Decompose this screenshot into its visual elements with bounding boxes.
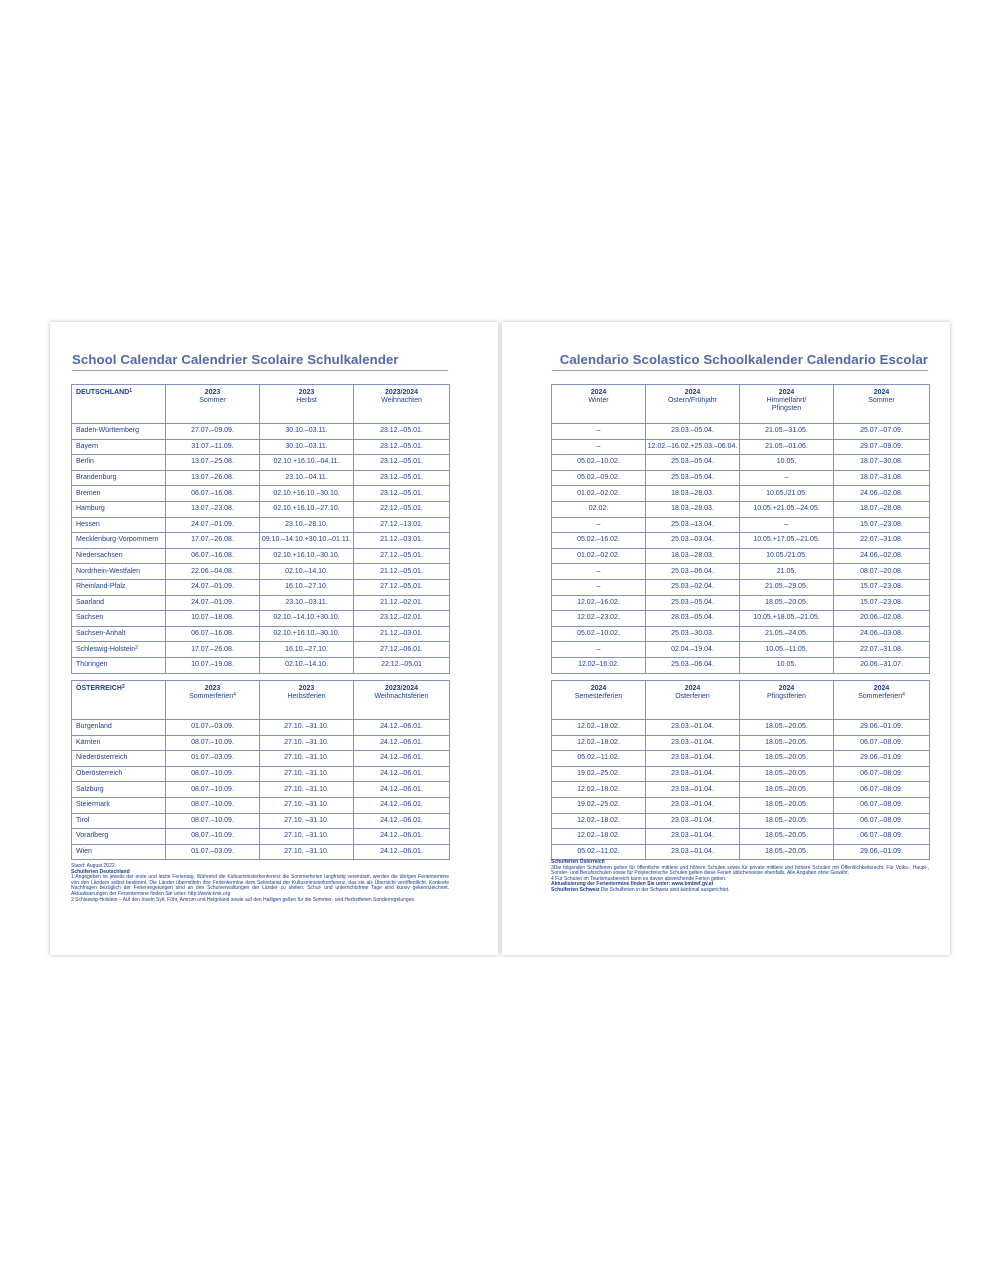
date-cell: 05.02.–11.02. — [552, 844, 646, 860]
table-row — [552, 595, 930, 611]
date-cell: 18.05.–20.05. — [740, 844, 834, 860]
title-rule — [552, 370, 928, 371]
row-label: Burgenland — [72, 720, 166, 736]
date-cell: 18.07.–28.08. — [834, 501, 930, 517]
table-row — [552, 611, 930, 627]
date-cell: 23.10.–28.10. — [260, 517, 354, 533]
row-label: Brandenburg — [72, 470, 166, 486]
date-cell: 10.07.–18.08. — [166, 611, 260, 627]
table-row — [552, 501, 930, 517]
date-cell: – — [552, 579, 646, 595]
table-row — [552, 517, 930, 533]
date-cell: 23.03.–05.04. — [646, 424, 740, 440]
date-cell: 24.07.–01.09. — [166, 517, 260, 533]
date-cell: 12.02.–18.02. — [552, 720, 646, 736]
date-cell: 24.12.–06.01. — [354, 813, 450, 829]
row-label: Wien — [72, 844, 166, 860]
date-cell: 18.03.–28.03. — [646, 486, 740, 502]
date-cell: 24.07.–01.09. — [166, 579, 260, 595]
date-cell: 29.06.–01.09. — [834, 844, 930, 860]
column-header: 2024 Himmelfahrt/ Pfingsten — [740, 385, 834, 424]
table-row — [552, 657, 930, 673]
germany-header: DEUTSCHLAND$^1$ — [72, 385, 166, 424]
date-cell: 25.03.–13.04. — [646, 517, 740, 533]
date-cell: 06.07.–08.09. — [834, 735, 930, 751]
date-cell: 10.05. — [740, 455, 834, 471]
date-cell: 25.03.–06.04. — [646, 657, 740, 673]
date-cell: 27.10. –31.10. — [260, 813, 354, 829]
table-row — [72, 424, 450, 440]
date-cell: 21.12.–03.01. — [354, 626, 450, 642]
austria-table — [71, 680, 450, 860]
date-cell: 23.12.–05.01. — [354, 439, 450, 455]
date-cell: 21.12.–05.01. — [354, 564, 450, 580]
date-cell: 12.02.–16.02. — [552, 595, 646, 611]
date-cell: 19.02.–25.02. — [552, 797, 646, 813]
date-cell: 29.06.–01.09. — [834, 751, 930, 767]
date-cell: 24.12.–06.01. — [354, 751, 450, 767]
date-cell: 27.12.–05.01. — [354, 548, 450, 564]
table-row — [72, 642, 450, 658]
table-row — [552, 720, 930, 736]
row-label: Niederösterreich — [72, 751, 166, 767]
table-row — [72, 751, 450, 767]
date-cell: 23.10.–04.11. — [260, 470, 354, 486]
date-cell: 05.02.–16.02. — [552, 533, 646, 549]
date-cell: 10.07.–19.08. — [166, 657, 260, 673]
date-cell: 30.10.–03.11. — [260, 424, 354, 440]
date-cell: 12.02.–23.02. — [552, 611, 646, 627]
column-header: 2024 Winter — [552, 385, 646, 424]
date-cell: 24.12.–06.01. — [354, 844, 450, 860]
date-cell: 08.07.–10.09. — [166, 829, 260, 845]
table-row — [552, 642, 930, 658]
date-cell: 10.05./21.05. — [740, 486, 834, 502]
date-cell: 12.02–16.02. — [552, 657, 646, 673]
table-row — [72, 611, 450, 627]
date-cell: 30.10.–03.11. — [260, 439, 354, 455]
date-cell: – — [740, 517, 834, 533]
date-cell: 09.10.–14.10.+30.10.–01.11. — [260, 533, 354, 549]
date-cell: 23.03.–01.04. — [646, 751, 740, 767]
row-label: Salzburg — [72, 782, 166, 798]
date-cell: 24.12.–06.01. — [354, 766, 450, 782]
date-cell: 02.10.+16.10.–30.10. — [260, 486, 354, 502]
date-cell: 22.07.–31.08. — [834, 533, 930, 549]
date-cell: 27.12.–13.01. — [354, 517, 450, 533]
date-cell: 13.07.–26.08. — [166, 470, 260, 486]
table-row — [552, 579, 930, 595]
date-cell: 24.12.–06.01. — [354, 735, 450, 751]
date-cell: 08.07.–10.09. — [166, 813, 260, 829]
table-row — [552, 486, 930, 502]
date-cell: 23.12.–05.01. — [354, 424, 450, 440]
right-page — [502, 322, 950, 955]
date-cell: 27.10. –31.10. — [260, 782, 354, 798]
date-cell: 15.07.–23.08. — [834, 579, 930, 595]
date-cell: 06.07.–08.09. — [834, 782, 930, 798]
column-header: 2023 Sommer — [166, 385, 260, 424]
column-header: 2023 Herbstferien — [260, 681, 354, 720]
table-row — [72, 626, 450, 642]
date-cell: 10.05./21.05. — [740, 548, 834, 564]
date-cell: 15.07.–23.08. — [834, 595, 930, 611]
table-row — [72, 797, 450, 813]
date-cell: 27.12.–06.01. — [354, 642, 450, 658]
date-cell: 06.07.–08.09. — [834, 829, 930, 845]
date-cell: 18.05.–20.05. — [740, 735, 834, 751]
date-cell: 23.03.–01.04. — [646, 844, 740, 860]
date-cell: 05.02.–09.02. — [552, 470, 646, 486]
date-cell: 23.12.–05.01. — [354, 470, 450, 486]
date-cell: 27.10. –31.10. — [260, 797, 354, 813]
row-label: Schleswig-Holstein$^2$ — [72, 642, 166, 658]
table-row — [72, 782, 450, 798]
row-label: Baden-Württemberg — [72, 424, 166, 440]
table-row — [552, 626, 930, 642]
date-cell: 05.02.–10.02. — [552, 455, 646, 471]
column-header: 2024 Osterferien — [646, 681, 740, 720]
date-cell: 31.07.–11.09. — [166, 439, 260, 455]
date-cell: 29.07.–09.09. — [834, 439, 930, 455]
date-cell: 21.05.–29.05. — [740, 579, 834, 595]
date-cell: 08.07.–10.09. — [166, 766, 260, 782]
date-cell: 18.05.–20.05. — [740, 720, 834, 736]
date-cell: 24.12.–06.01. — [354, 797, 450, 813]
table-row — [72, 657, 450, 673]
date-cell: 18.05.–20.05. — [740, 829, 834, 845]
table-row — [72, 501, 450, 517]
date-cell: 06.07.–08.09. — [834, 813, 930, 829]
date-cell: 25.03.–30.03. — [646, 626, 740, 642]
table-row — [552, 766, 930, 782]
date-cell: 23.03.–01.04. — [646, 813, 740, 829]
table-row — [72, 579, 450, 595]
date-cell: 27.10. –31.10. — [260, 844, 354, 860]
column-header: 2024 Pfingstferien — [740, 681, 834, 720]
date-cell: 23.03.–01.04. — [646, 766, 740, 782]
row-label: Sachsen-Anhalt — [72, 626, 166, 642]
date-cell: 10.05.–11.05. — [740, 642, 834, 658]
date-cell: 06.07.–08.09. — [834, 797, 930, 813]
date-cell: 18.05.–20.05. — [740, 595, 834, 611]
date-cell: 02.10.–14.10.+30.10. — [260, 611, 354, 627]
title-rule — [72, 370, 448, 371]
date-cell: 27.10. –31.10. — [260, 751, 354, 767]
date-cell: 17.07.–26.08. — [166, 533, 260, 549]
date-cell: – — [552, 424, 646, 440]
table-row — [552, 533, 930, 549]
date-cell: 21.12.–03.01. — [354, 533, 450, 549]
column-header: 2024 Semesterferien — [552, 681, 646, 720]
row-label: Oberösterreich — [72, 766, 166, 782]
date-cell: – — [552, 439, 646, 455]
date-cell: 18.05.–20.05. — [740, 813, 834, 829]
date-cell: 01.07.–03.09. — [166, 751, 260, 767]
footnote-2: $^2$ Schleswig-Holstein – Auf den Inseln Sylt, Föhr, Amrum und Helgoland sowie auf den Halligen gelten für die Sommer- und Herbstferien Sonderregelungen. — [71, 896, 416, 903]
date-cell: 06.07.–08.09. — [834, 766, 930, 782]
date-cell: 10.05. — [740, 657, 834, 673]
date-cell: 25.03.–05.04. — [646, 470, 740, 486]
date-cell: 12.02.–16.02.+25.03.–06.04. — [646, 439, 740, 455]
date-cell: 23.10.–03.11. — [260, 595, 354, 611]
column-header: 2023/2024 Weihnachten — [354, 385, 450, 424]
notes-heading-austria: Schulferien Österreich — [551, 859, 605, 865]
table-row — [72, 470, 450, 486]
date-cell: 23.12.–05.01. — [354, 455, 450, 471]
date-cell: 18.07.–31.08. — [834, 470, 930, 486]
footnote-4: $^4$ Für Schulen im Tourismusbereich kann es davon abweichende Ferien geben. — [551, 875, 727, 882]
date-cell: 18.05.–20.05. — [740, 766, 834, 782]
date-cell: 08.07.–20.08. — [834, 564, 930, 580]
column-header: 2024 Sommerferien$^4$ — [834, 681, 930, 720]
notes-heading: Schulferien Deutschland — [71, 868, 130, 875]
table-row — [552, 439, 930, 455]
date-cell: 22.12.–05.01 — [354, 657, 450, 673]
switzerland-note: Schulferien Schweiz Die Schulferien in der Schweiz sind kantonal ausgerichtet. — [551, 886, 730, 893]
date-cell: 12.02.–18.02. — [552, 813, 646, 829]
date-cell: 23.03.–01.04. — [646, 720, 740, 736]
date-cell: 05.02.–11.02. — [552, 751, 646, 767]
date-cell: 24.12.–06.01. — [354, 782, 450, 798]
germany-table — [71, 384, 450, 674]
date-cell: 22.12.–05.01. — [354, 501, 450, 517]
date-cell: 23.03.–01.04. — [646, 782, 740, 798]
date-cell: 23.12.–05.01. — [354, 486, 450, 502]
date-cell: 18.03.–28.03. — [646, 501, 740, 517]
table-row — [72, 548, 450, 564]
table-row — [72, 720, 450, 736]
date-cell: 23.12.–02.01. — [354, 611, 450, 627]
table-row — [72, 829, 450, 845]
date-cell: 23.03.–01.04. — [646, 735, 740, 751]
row-label: Steiermark — [72, 797, 166, 813]
date-cell: 25.03.–03.04. — [646, 533, 740, 549]
austria-header: ÖSTERREICH$^3$ — [72, 681, 166, 720]
date-cell: 19.02.–25.02. — [552, 766, 646, 782]
date-cell: 12.02.–18.02. — [552, 829, 646, 845]
row-label: Hessen — [72, 517, 166, 533]
date-cell: 02.10.–14.10. — [260, 564, 354, 580]
row-label: Bayern — [72, 439, 166, 455]
date-cell: 08.07.–10.09. — [166, 782, 260, 798]
date-cell: 25.03.–06.04. — [646, 564, 740, 580]
date-cell: 02.10.+16.10.–04.11. — [260, 455, 354, 471]
date-cell: – — [552, 564, 646, 580]
date-cell: 01.07.–03.09. — [166, 720, 260, 736]
date-cell: 21.05.–01.06. — [740, 439, 834, 455]
table-row — [552, 455, 930, 471]
date-cell: 15.07.–23.08. — [834, 517, 930, 533]
date-cell: 08.07.–10.09. — [166, 735, 260, 751]
date-cell: 27.10. –31.10. — [260, 766, 354, 782]
row-label: Nordrhein-Westfalen — [72, 564, 166, 580]
date-cell: 23.03.–01.04. — [646, 829, 740, 845]
date-cell: 22.07.–31.08. — [834, 642, 930, 658]
column-header: 2023 Sommerferien$^4$ — [166, 681, 260, 720]
row-label: Mecklenburg-Vorpommern — [72, 533, 166, 549]
footnote-3: $^3$Die folgenden Schulferien gelten für öffentliche mittlere und höhere Schulen sowie für private mittlere und höhere Schulen mit Öffentlichkeitsrecht. Für Volks-, Haupt-, Sonder- und Berufsschulen sowie für Polytechnische Schulen gelten diese Ferien üblicherweise ebenfalls. Alle Angaben ohne Gewähr. — [551, 864, 929, 877]
date-cell: 27.10. –31.10. — [260, 829, 354, 845]
date-cell: 02.02. — [552, 501, 646, 517]
date-cell: 06.07.–16.08. — [166, 548, 260, 564]
date-cell: 25.03.–05.04. — [646, 595, 740, 611]
date-cell: 20.06.–31.07. — [834, 657, 930, 673]
date-cell: 06.07.–16.08. — [166, 626, 260, 642]
date-cell: 02.10.+16.10.–30.10. — [260, 548, 354, 564]
row-label: Sachsen — [72, 611, 166, 627]
date-cell: 10.05.+21.05.–24.05. — [740, 501, 834, 517]
date-cell: 18.03.–28.03. — [646, 548, 740, 564]
table-row — [72, 439, 450, 455]
date-cell: 24.06.–02.08. — [834, 548, 930, 564]
table-row — [72, 486, 450, 502]
table-row — [72, 844, 450, 860]
date-cell: 27.10. –31.10. — [260, 735, 354, 751]
date-cell: 02.10.+16.10.–30.10. — [260, 626, 354, 642]
row-label: Saarland — [72, 595, 166, 611]
table-row — [72, 595, 450, 611]
date-cell: 05.02.–10.02. — [552, 626, 646, 642]
date-cell: 02.10.–14.10. — [260, 657, 354, 673]
left-page — [50, 322, 498, 955]
date-cell: 13.07.–23.08. — [166, 501, 260, 517]
date-cell: 25.07.–07.09. — [834, 424, 930, 440]
date-cell: 24.12.–06.01. — [354, 720, 450, 736]
date-cell: 25.03.–05.04. — [646, 455, 740, 471]
row-label: Kärnten — [72, 735, 166, 751]
date-cell: 21.05. — [740, 564, 834, 580]
table-row — [552, 844, 930, 860]
date-cell: 21.05.–31.05. — [740, 424, 834, 440]
row-label: Berlin — [72, 455, 166, 471]
row-label: Hamburg — [72, 501, 166, 517]
stand-note: Stand: August 2022 — [71, 863, 115, 869]
date-cell: 27.07.–09.09. — [166, 424, 260, 440]
table-row — [552, 735, 930, 751]
date-cell: 02.04.–19.04. — [646, 642, 740, 658]
row-label: Tirol — [72, 813, 166, 829]
date-cell: 24.06.–03.08. — [834, 626, 930, 642]
date-cell: 02.10.+16.10.–27.10. — [260, 501, 354, 517]
table-row — [552, 829, 930, 845]
date-cell: 28.03.–05.04. — [646, 611, 740, 627]
table-row — [72, 766, 450, 782]
date-cell: – — [552, 517, 646, 533]
row-label: Rheinland-Pfalz — [72, 579, 166, 595]
date-cell: 10.05.+18.05.–21.05. — [740, 611, 834, 627]
table-row — [72, 735, 450, 751]
date-cell: 17.07.–26.08. — [166, 642, 260, 658]
table-row — [552, 470, 930, 486]
date-cell: 25.03.–02.04. — [646, 579, 740, 595]
date-cell: 16.10.–27.10. — [260, 642, 354, 658]
right-page-title: Calendario Scolastico Schoolkalender Calendario Escolar — [559, 352, 928, 367]
date-cell: 18.05.–20.05. — [740, 751, 834, 767]
row-label: Thüringen — [72, 657, 166, 673]
notes-germany — [71, 864, 449, 903]
date-cell: 08.07.–10.09. — [166, 797, 260, 813]
date-cell: 12.02.–18.02. — [552, 782, 646, 798]
row-label: Niedersachsen — [72, 548, 166, 564]
column-header: 2023 Herbst — [260, 385, 354, 424]
date-cell: 18.07.–30.08. — [834, 455, 930, 471]
date-cell: – — [740, 470, 834, 486]
column-header: 2023/2024 Weihnachtsferien — [354, 681, 450, 720]
row-label: Vorarlberg — [72, 829, 166, 845]
date-cell: 10.05.+17.05.–21.05. — [740, 533, 834, 549]
table-row — [72, 455, 450, 471]
table-row — [72, 564, 450, 580]
table-row — [552, 564, 930, 580]
date-cell: 21.05.–24.05. — [740, 626, 834, 642]
date-cell: 12.02.–18.02. — [552, 735, 646, 751]
table-row — [72, 533, 450, 549]
date-cell: – — [552, 642, 646, 658]
date-cell: 06.07.–16.08. — [166, 486, 260, 502]
table-row — [552, 797, 930, 813]
table-row — [552, 424, 930, 440]
table-row — [72, 813, 450, 829]
date-cell: 27.10. –31.10. — [260, 720, 354, 736]
table-row — [552, 751, 930, 767]
date-cell: 18.05.–20.05. — [740, 797, 834, 813]
date-cell: 24.12.–06.01. — [354, 829, 450, 845]
footnote-1: $^1$ Angegeben ist jeweils der erste und letzte Ferientag. Während die Kultusministerkonferenz die Sommerferien langfristig vereinbart, werden die übrigen Ferientermine von den Ländern selbst bestimmt. Die Länder übermitteln ihre Ferientermine dem Sekretariat der Kultusministerkonferenz, das sie als Übersicht veröffentlicht. Konkrete Nachfragen bezüglich der Ferienregelungen sind an den Schulverwaltungen der Länder zu stellen. Schul- und unterrichtsfreie Tage sind kursiv gekennzeichnet. Aktualisierungen der Ferientermine finden Sie unter: http://www.kmk.org — [71, 874, 449, 897]
germany-2024-table — [551, 384, 930, 674]
date-cell: 20.06.–02.08. — [834, 611, 930, 627]
table-row — [552, 813, 930, 829]
table-row — [552, 548, 930, 564]
date-cell: 29.06.–01.09. — [834, 720, 930, 736]
date-cell: 16.10.–27.10. — [260, 579, 354, 595]
date-cell: 24.06.–02.08. — [834, 486, 930, 502]
date-cell: 18.05.–20.05. — [740, 782, 834, 798]
row-label: Bremen — [72, 486, 166, 502]
table-row — [72, 517, 450, 533]
date-cell: 21.12.–02.01. — [354, 595, 450, 611]
update-note: Aktualisierung der Ferientermine finden Sie unter: www.bmbwf.gv.at — [551, 881, 714, 888]
date-cell: 01.07.–03.09. — [166, 844, 260, 860]
date-cell: 24.07.–01.09. — [166, 595, 260, 611]
column-header: 2024 Ostern/Frühjahr — [646, 385, 740, 424]
left-page-title: School Calendar Calendrier Scolaire Schulkalender — [72, 352, 399, 367]
date-cell: 01.02.–02.02. — [552, 548, 646, 564]
date-cell: 22.06.–04.08. — [166, 564, 260, 580]
column-header: 2024 Sommer — [834, 385, 930, 424]
table-row — [552, 782, 930, 798]
date-cell: 23.03.–01.04. — [646, 797, 740, 813]
notes-austria-switzerland — [551, 860, 929, 894]
date-cell: 13.07.–25.08. — [166, 455, 260, 471]
date-cell: 01.02.–02.02. — [552, 486, 646, 502]
date-cell: 27.12.–05.01. — [354, 579, 450, 595]
austria-2024-table — [551, 680, 930, 860]
